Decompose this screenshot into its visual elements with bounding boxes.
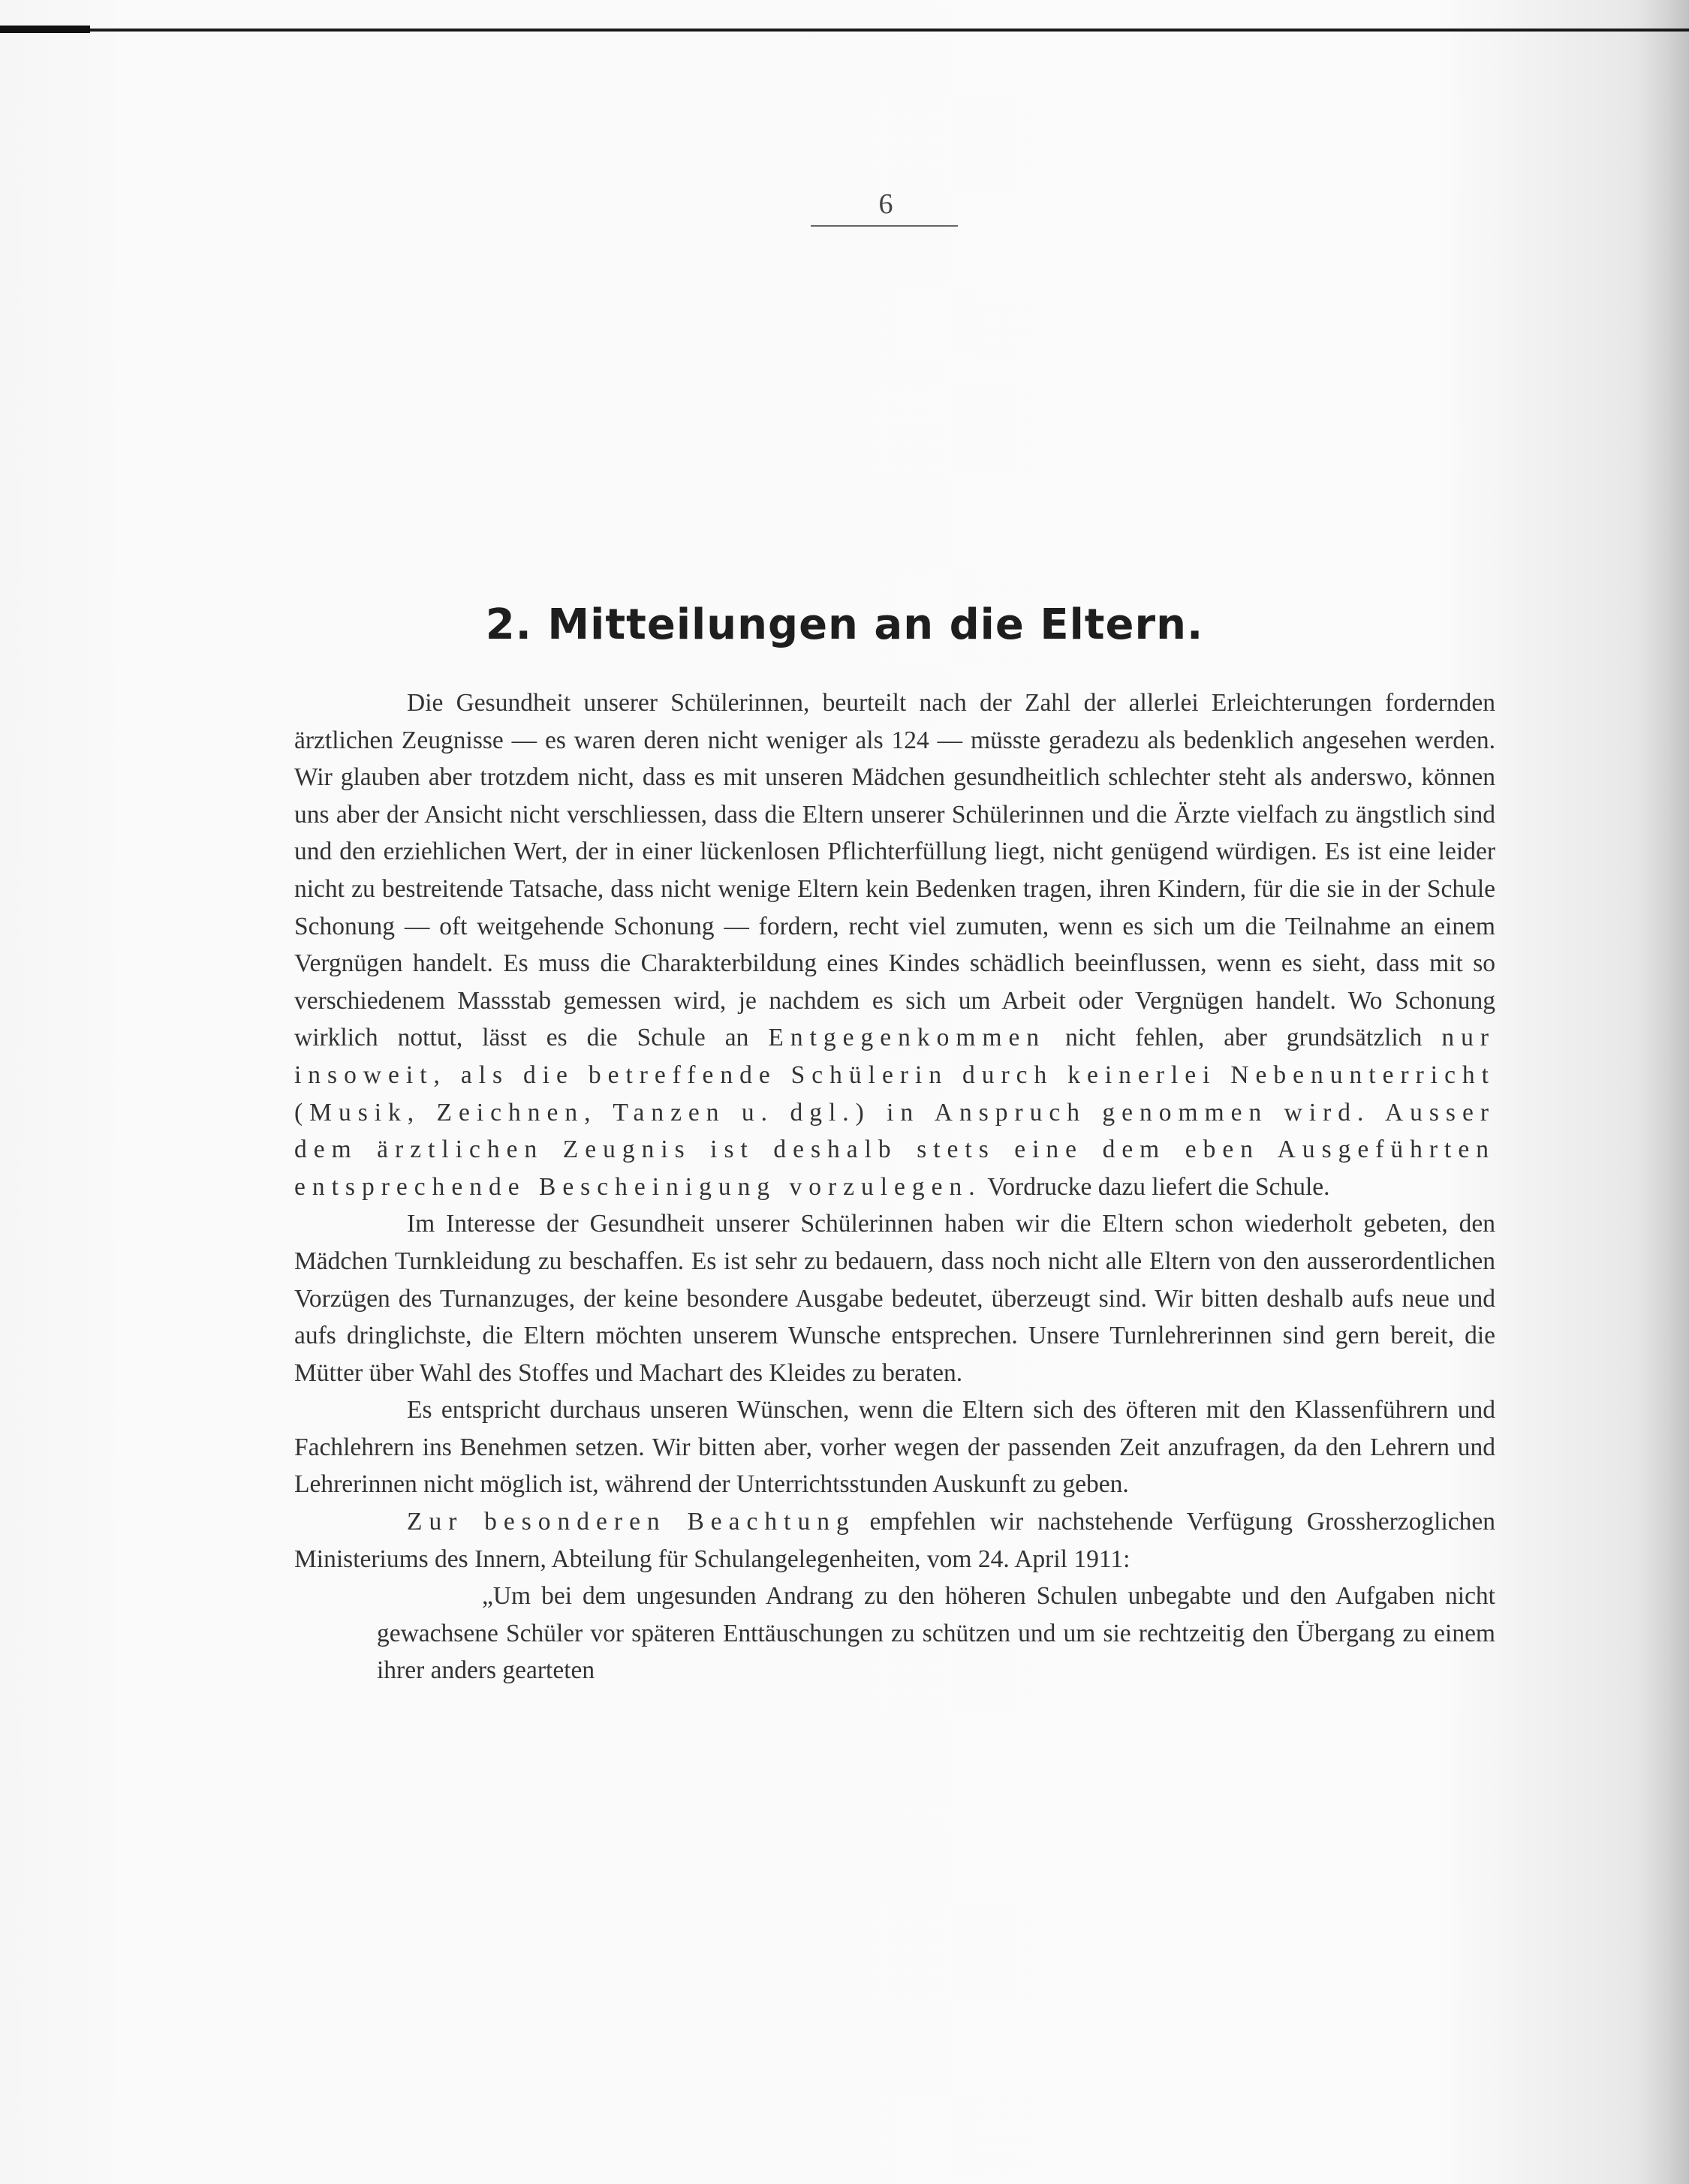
body-text (294, 684, 1495, 1689)
paragraph (294, 684, 1495, 1205)
spaced-text-segment: in Anspruch genommen wird. Ausser dem ärztlichen Zeugnis ist deshalb stets eine dem eben Ausgeführten entsprechende Bescheinigung vorzulegen. (294, 1098, 1495, 1201)
text-segment: „Um bei dem ungesunden Andrang zu den höheren Schulen unbegabte und den Aufgaben nicht gewachsene Schüler vor späteren Enttäuschungen zu schützen und um sie rechtzeitig den Übergang zu einem ihrer anders gearteten (377, 1582, 1495, 1685)
text-segment: Die Gesundheit unserer Schülerinnen, beurteilt nach der Zahl der allerlei Erleichterungen fordernden ärztlichen Zeugnisse — es waren deren nicht weniger als 124 — müsste geradezu als bedenklich angesehen werden. Wir glauben aber trotzdem nicht, dass es mit unseren Mädchen gesundheitlich schlechter steht als anderswo, können uns aber der Ansicht nicht verschliessen, dass die Eltern unserer Schülerinnen und die Ärzte vielfach zu ängstlich sind und den erziehlichen Wert, der in einer lückenlosen Pflichterfüllung liegt, nicht genügend würdigen. Es ist eine leider nicht zu bestreitende Tatsache, dass nicht wenige Eltern kein Bedenken tragen, ihren Kindern, für die sie in der Schule Schonung — oft weitgehende Schonung — fordern, recht viel zumuten, wenn es sich um die Teilnahme an einem Vergnügen handelt. Es muss die Charakterbildung eines Kindes schädlich beeinflussen, wenn es sieht, dass mit so verschiedenem Massstab gemessen wird, je nachdem es sich um Arbeit oder Vergnügen handelt. Wo Schonung wirklich nottut, lässt es die Schule an (294, 689, 1495, 1052)
text-segment: empfehlen wir nachstehende Verfügung Grossherzoglichen Ministeriums des Innern, Abteilung für Schulangelegenheiten, vom 24. April 1911: (294, 1508, 1495, 1573)
page-top-edge-mark (0, 26, 90, 33)
page-top-edge (0, 29, 1689, 32)
page-number-rule (811, 225, 958, 227)
text-segment: Es entspricht durchaus unseren Wünschen, wenn die Eltern sich des öfteren mit den Klassenführern und Fachlehrern ins Benehmen setzen. Wir bitten aber, vorher wegen der passenden Zeit anzufragen, da den Lehrern und Lehrerinnen nicht möglich ist, während der Unterrichtsstunden Auskunft zu geben. (294, 1396, 1495, 1499)
text-segment: nicht fehlen, aber grundsätzlich (1046, 1024, 1442, 1052)
text-segment: Vordrucke dazu liefert die Schule. (981, 1172, 1330, 1201)
spaced-text-segment: Entgegenkommen (768, 1024, 1046, 1052)
spaced-text-segment: nur insoweit, als die betreffende Schülerin durch keinerlei Nebenunterricht (294, 1024, 1495, 1089)
paragraph (294, 1503, 1495, 1578)
text-segment: Im Interesse der Gesundheit unserer Schülerinnen haben wir die Eltern schon wiederholt gebeten, den Mädchen Turnkleidung zu beschaffen. Es ist sehr zu bedauern, dass noch nicht alle Eltern von den ausserordentlichen Vorzügen des Turnanzuges, der keine besondere Ausgabe bedeutet, überzeugt sind. Wir bitten deshalb aufs neue und aufs dringlichste, die Eltern möchten unserem Wunsche entsprechen. Unsere Turnlehrerinnen sind gern bereit, die Mütter über Wahl des Stoffes und Machart des Kleides zu beraten. (294, 1210, 1495, 1387)
page-number: 6 (878, 188, 893, 220)
binding-shadow (1636, 0, 1689, 2184)
paragraph (294, 1391, 1495, 1503)
section-heading: 2. Mitteilungen an die Eltern. (485, 600, 1204, 649)
spaced-text-segment: (Musik, Zeichnen, Tanzen u. dgl.) (294, 1098, 887, 1127)
paragraph (294, 1205, 1495, 1391)
quotation-paragraph (377, 1578, 1495, 1689)
spaced-text-segment: Zur besonderen Beachtung (407, 1508, 856, 1536)
